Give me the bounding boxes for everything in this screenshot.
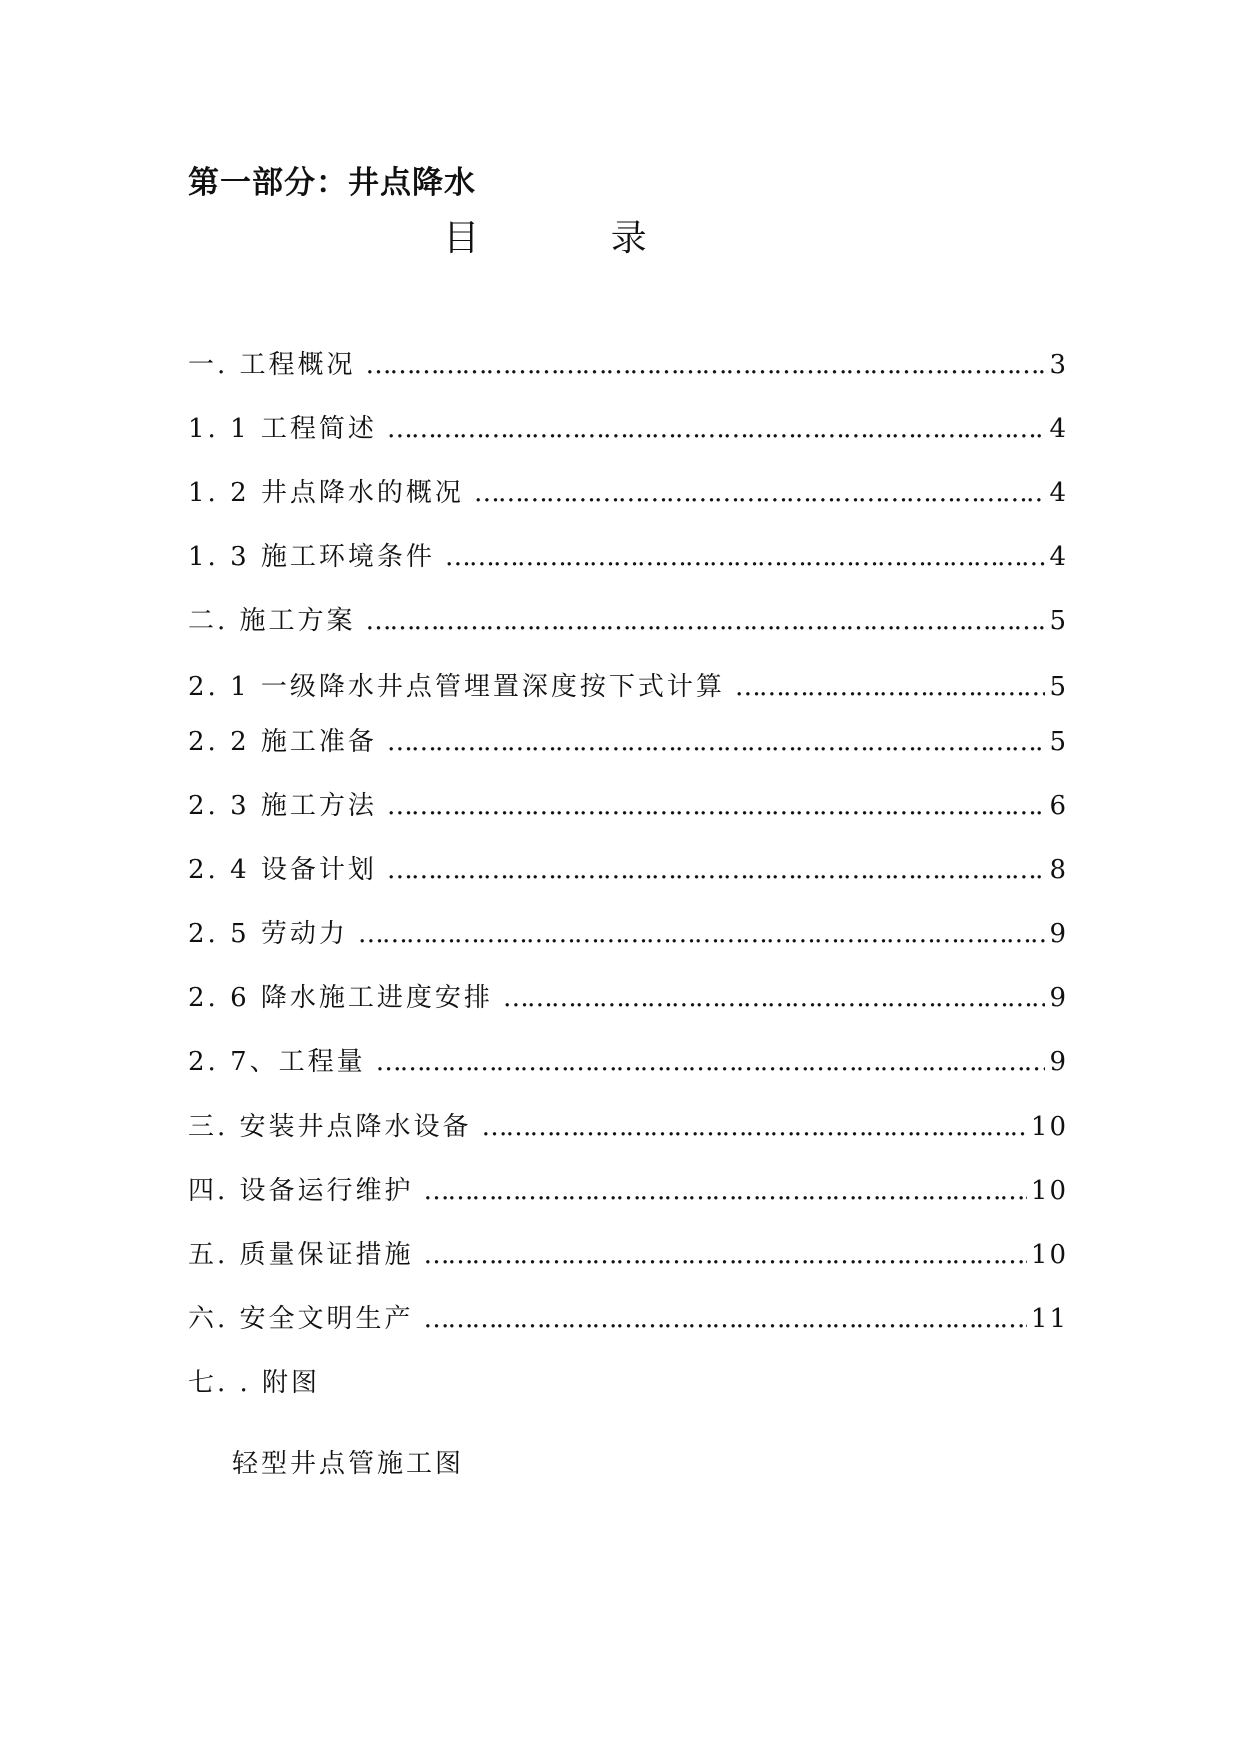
- toc-entry-page: 5: [1049, 672, 1068, 702]
- dot-leader: [493, 983, 1046, 1013]
- dot-leader: [377, 855, 1046, 885]
- toc-entry-safety[interactable]: [188, 1298, 1068, 1338]
- toc-entry-label: 1. 3 施工环境条件: [188, 542, 435, 572]
- toc-entry-label: 一. 工程概况: [188, 350, 356, 380]
- toc-entry-maintenance[interactable]: [188, 1170, 1068, 1210]
- toc-entry-dewatering-overview[interactable]: [188, 472, 1068, 512]
- toc-entry-page: 10: [1030, 1112, 1068, 1142]
- toc-entry-page: 5: [1049, 727, 1068, 757]
- toc-entry-label: 五. 质量保证措施: [188, 1240, 414, 1270]
- toc-entry-equipment-plan[interactable]: [188, 849, 1068, 889]
- toc-title: 目 录: [443, 218, 707, 259]
- dot-leader: [377, 727, 1046, 757]
- dot-leader: [725, 672, 1046, 702]
- toc-entry-schedule[interactable]: [188, 977, 1068, 1017]
- dot-leader: [414, 1240, 1027, 1270]
- toc-entry-page: 9: [1049, 1047, 1068, 1077]
- toc-entry-label: 2. 6 降水施工进度安排: [188, 983, 493, 1013]
- toc-entry-page: 6: [1049, 791, 1068, 821]
- dot-leader: [366, 1047, 1046, 1077]
- dot-leader: [414, 1304, 1027, 1334]
- toc-entry-label: 六. 安全文明生产: [188, 1304, 414, 1334]
- toc-entry-label: 二. 施工方案: [188, 606, 356, 636]
- toc-entry-construction-method[interactable]: [188, 785, 1068, 825]
- toc-entry-page: 9: [1049, 983, 1068, 1013]
- toc-entry-quantities[interactable]: [188, 1041, 1068, 1081]
- toc-entry-label: 2. 3 施工方法: [188, 791, 377, 821]
- toc-entry-site-conditions[interactable]: [188, 536, 1068, 576]
- toc-entry-page: 5: [1049, 606, 1068, 636]
- dot-leader: [377, 791, 1046, 821]
- toc-entry-page: 11: [1030, 1304, 1068, 1334]
- toc-entry-page: 4: [1049, 478, 1068, 508]
- toc-entry-page: 4: [1049, 414, 1068, 444]
- toc-entry-page: 4: [1049, 542, 1068, 572]
- dot-leader: [414, 1176, 1027, 1206]
- toc-entry-label: 七. . 附图: [188, 1368, 321, 1398]
- toc-appendix-item: 轻型井点管施工图: [232, 1449, 465, 1479]
- toc-entry-preparation[interactable]: [188, 721, 1068, 761]
- toc-entry-install-equipment[interactable]: [188, 1106, 1068, 1146]
- toc-entry-label: 2. 5 劳动力: [188, 919, 348, 949]
- toc-entry-labor[interactable]: [188, 913, 1068, 953]
- dot-leader: [348, 919, 1046, 949]
- toc-entry-quality-assurance[interactable]: [188, 1234, 1068, 1274]
- dot-leader: [472, 1112, 1027, 1142]
- dot-leader: [464, 478, 1046, 508]
- toc-entry-page: 10: [1030, 1240, 1068, 1270]
- toc-entry-page: 10: [1030, 1176, 1068, 1206]
- toc-entry-construction-plan[interactable]: [188, 600, 1068, 640]
- dot-leader: [356, 606, 1046, 636]
- toc-entry-depth-calculation[interactable]: [188, 666, 1068, 706]
- toc-entry-page: 8: [1049, 855, 1068, 885]
- toc-entry-label: 三. 安装井点降水设备: [188, 1112, 472, 1142]
- toc-entry-engineering-overview[interactable]: [188, 344, 1068, 384]
- toc-entry-label: 1. 2 井点降水的概况: [188, 478, 464, 508]
- page-heading: 第一部分：井点降水: [188, 165, 476, 201]
- toc-entry-page: 9: [1049, 919, 1068, 949]
- dot-leader: [356, 350, 1046, 380]
- toc-entry-label: 2. 7、工程量: [188, 1047, 366, 1077]
- toc-entry-label: 四. 设备运行维护: [188, 1176, 414, 1206]
- toc-entry-label: 2. 2 施工准备: [188, 727, 377, 757]
- toc-entry-project-description[interactable]: [188, 408, 1068, 448]
- toc-entry-page: 3: [1049, 350, 1068, 380]
- toc-entry-label: 1. 1 工程简述: [188, 414, 377, 444]
- toc-entry-label: 2. 1 一级降水井点管埋置深度按下式计算: [188, 672, 725, 702]
- toc-entry-appendix[interactable]: [188, 1362, 1068, 1402]
- dot-leader: [377, 414, 1046, 444]
- dot-leader: [435, 542, 1046, 572]
- toc-entry-label: 2. 4 设备计划: [188, 855, 377, 885]
